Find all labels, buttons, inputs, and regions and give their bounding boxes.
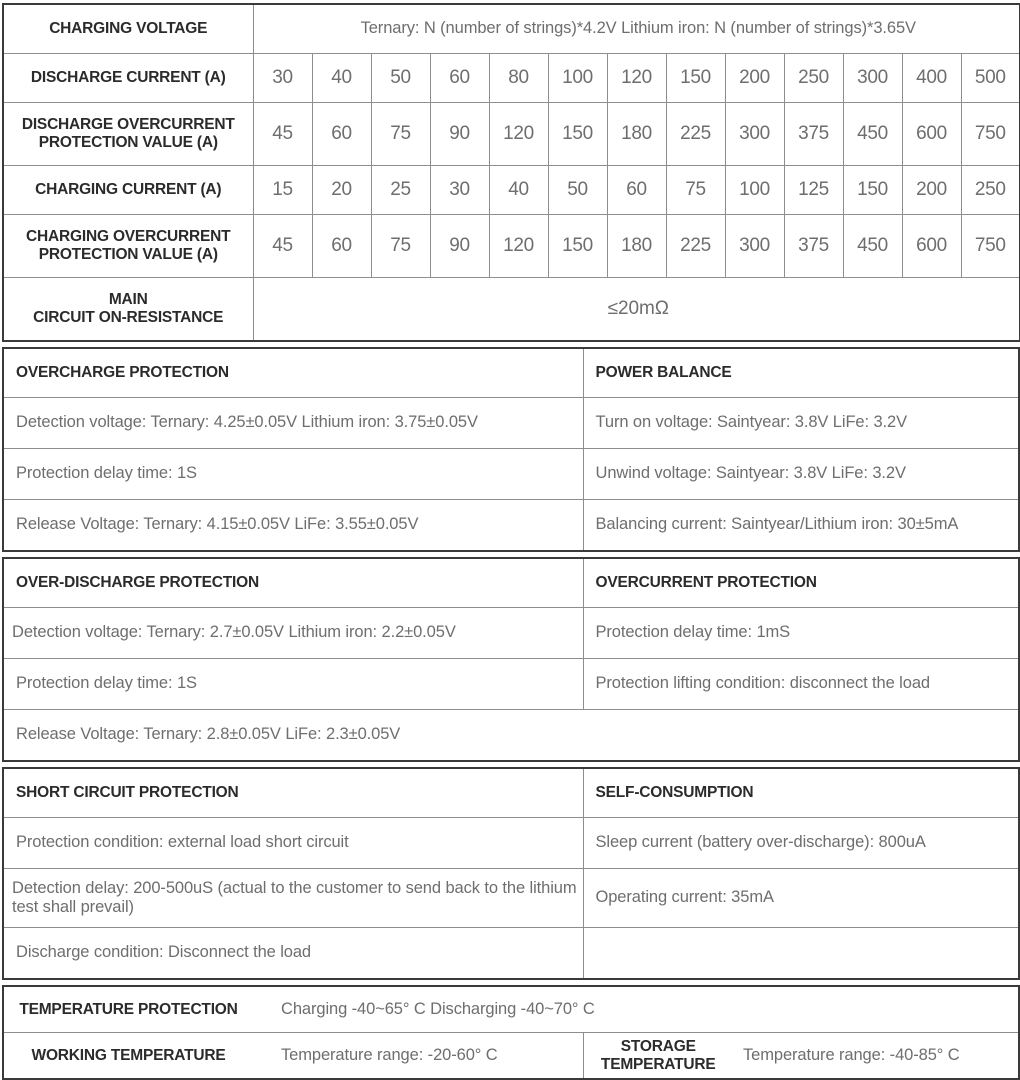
operating-current-cell <box>583 869 1019 928</box>
table-cell <box>784 54 843 103</box>
short-circuit-discharge-condition: Discharge condition: Disconnect the load <box>16 943 312 962</box>
table-cell <box>548 103 607 166</box>
table-cell <box>430 54 489 103</box>
table-cell <box>253 103 312 166</box>
cell-value: 30 <box>272 67 293 88</box>
table-cell <box>961 215 1020 278</box>
cell-value: 60 <box>449 67 470 88</box>
cell-value: 200 <box>739 67 770 88</box>
cell-value: 60 <box>626 179 647 200</box>
cell-value: 100 <box>739 179 770 200</box>
table-cell <box>312 54 371 103</box>
cell-value: 40 <box>331 67 352 88</box>
table-cell <box>902 166 961 215</box>
cell-value: 180 <box>621 235 652 256</box>
charging-overcurrent-label-line2: PROTECTION VALUE (A) <box>38 246 218 263</box>
short-circuit-discharge-condition-cell <box>3 928 583 980</box>
overdischarge-delay-time-cell <box>3 659 583 710</box>
table-cell <box>312 215 371 278</box>
table-cell <box>607 54 666 103</box>
cell-value: 225 <box>680 123 711 144</box>
cell-value: 225 <box>680 235 711 256</box>
table-cell <box>666 215 725 278</box>
cell-value: 375 <box>798 123 829 144</box>
overcharge-detection-voltage: Detection voltage: Ternary: 4.25±0.05V Lithium iron: 3.75±0.05V <box>16 413 478 432</box>
overcurrent-protection-title: OVERCURRENT PROTECTION <box>595 574 817 591</box>
table-cell <box>666 54 725 103</box>
sleep-current-cell <box>583 818 1019 869</box>
table-cell <box>371 103 430 166</box>
cell-value: 90 <box>449 235 470 256</box>
cell-value: 60 <box>331 235 352 256</box>
cell-value: 250 <box>974 179 1006 200</box>
cell-value: 25 <box>390 179 411 200</box>
overdischarge-overcurrent-block <box>2 557 1020 762</box>
cell-value: 90 <box>449 123 470 144</box>
table-cell <box>371 215 430 278</box>
working-temperature-label: WORKING TEMPERATURE <box>31 1046 226 1064</box>
overcharge-release-voltage: Release Voltage: Ternary: 4.15±0.05V LiFe: 3.55±0.05V <box>16 515 419 534</box>
table-row <box>3 928 1019 980</box>
table-cell <box>489 215 548 278</box>
main-resistance-value: ≤20mΩ <box>607 297 669 319</box>
table-cell <box>607 166 666 215</box>
table-cell <box>725 54 784 103</box>
table-cell <box>430 166 489 215</box>
cell-value: 40 <box>508 179 529 200</box>
table-cell <box>843 166 902 215</box>
charging-current-label-cell <box>3 166 253 215</box>
overcurrent-protection-header-cell <box>583 558 1019 608</box>
table-cell <box>666 166 725 215</box>
table-cell <box>961 103 1020 166</box>
cell-value: 600 <box>916 235 947 256</box>
self-consumption-empty-cell <box>583 928 1019 980</box>
cell-value: 600 <box>916 123 947 144</box>
cell-value: 75 <box>685 179 706 200</box>
discharge-overcurrent-label-cell <box>3 103 253 166</box>
table-row <box>3 768 1019 818</box>
overdischarge-release-voltage: Release Voltage: Ternary: 2.8±0.05V LiFe: 2.3±0.05V <box>16 725 401 744</box>
table-cell <box>843 103 902 166</box>
storage-temperature-label-cell <box>583 1033 733 1080</box>
overcharge-delay-time: Protection delay time: 1S <box>16 464 197 483</box>
table-cell <box>253 215 312 278</box>
working-temperature-label-cell <box>3 1033 253 1080</box>
cell-value: 400 <box>916 67 947 88</box>
overcharge-detection-voltage-cell <box>3 398 583 449</box>
specification-table <box>2 3 1020 342</box>
charging-voltage-value-cell <box>253 4 1020 54</box>
cell-value: 300 <box>739 123 770 144</box>
cell-value: 180 <box>621 123 652 144</box>
table-cell <box>489 54 548 103</box>
charging-current-label: CHARGING CURRENT (A) <box>35 181 222 198</box>
cell-value: 150 <box>562 235 593 256</box>
table-cell <box>371 166 430 215</box>
table-row <box>3 449 1019 500</box>
table-cell <box>371 54 430 103</box>
sleep-current: Sleep current (battery over-discharge): 800uA <box>595 833 926 852</box>
cell-value: 120 <box>503 123 534 144</box>
table-cell <box>961 166 1020 215</box>
table-row-temperature-protection <box>3 986 1019 1033</box>
table-cell <box>548 54 607 103</box>
table-cell <box>607 103 666 166</box>
table-row <box>3 869 1019 928</box>
table-cell <box>253 166 312 215</box>
overdischarge-protection-header-cell <box>3 558 583 608</box>
table-row-working-storage-temperature <box>3 1033 1019 1080</box>
power-balance-balancing-current: Balancing current: Saintyear/Lithium iron: 30±5mA <box>595 515 959 534</box>
storage-temperature-label-line1: STORAGE <box>620 1037 696 1055</box>
storage-temperature-label-line2: TEMPERATURE <box>600 1055 716 1073</box>
table-cell <box>548 166 607 215</box>
table-cell <box>489 166 548 215</box>
overcurrent-lifting-condition: Protection lifting condition: disconnect the load <box>595 674 930 693</box>
overdischarge-release-voltage-cell <box>3 710 1019 762</box>
table-row <box>3 818 1019 869</box>
cell-value: 375 <box>798 235 829 256</box>
power-balance-balancing-current-cell <box>583 500 1019 552</box>
cell-value: 120 <box>621 67 652 88</box>
table-cell <box>961 54 1020 103</box>
temperature-block <box>2 985 1020 1080</box>
cell-value: 15 <box>272 179 293 200</box>
charging-overcurrent-label-cell <box>3 215 253 278</box>
storage-temperature-value: Temperature range: -40-85° C <box>743 1045 960 1064</box>
table-row-charging-voltage <box>3 4 1020 54</box>
overdischarge-detection-voltage: Detection voltage: Ternary: 2.7±0.05V Lithium iron: 2.2±0.05V <box>12 623 456 642</box>
table-cell <box>666 103 725 166</box>
cell-value: 50 <box>567 179 588 200</box>
cell-value: 250 <box>798 67 829 88</box>
cell-value: 80 <box>508 67 529 88</box>
cell-value: 300 <box>857 67 888 88</box>
table-cell <box>489 103 548 166</box>
table-cell <box>607 215 666 278</box>
table-cell <box>725 215 784 278</box>
short-circuit-protection-header-cell <box>3 768 583 818</box>
working-temperature-value-cell <box>253 1033 583 1080</box>
self-consumption-title: SELF-CONSUMPTION <box>595 784 754 801</box>
table-cell <box>784 215 843 278</box>
cell-value: 50 <box>390 67 411 88</box>
power-balance-unwind-voltage-cell <box>583 449 1019 500</box>
operating-current: Operating current: 35mA <box>595 888 774 907</box>
table-row <box>3 710 1019 762</box>
discharge-current-label-cell <box>3 54 253 103</box>
cell-value: 45 <box>272 123 293 144</box>
charging-voltage-label: CHARGING VOLTAGE <box>49 20 208 37</box>
table-cell <box>902 215 961 278</box>
shortcircuit-selfconsumption-block <box>2 767 1020 980</box>
table-cell <box>430 215 489 278</box>
overdischarge-detection-voltage-cell <box>3 608 583 659</box>
overcharge-power-balance-block <box>2 347 1020 552</box>
power-balance-title: POWER BALANCE <box>595 364 732 381</box>
short-circuit-condition: Protection condition: external load short circuit <box>16 833 349 852</box>
cell-value: 100 <box>562 67 593 88</box>
overcharge-protection-header-cell <box>3 348 583 398</box>
cell-value: 300 <box>739 235 770 256</box>
main-resistance-label-cell <box>3 278 253 342</box>
cell-value: 150 <box>562 123 593 144</box>
storage-temperature-value-cell <box>733 1033 1019 1080</box>
charging-voltage-value: Ternary: N (number of strings)*4.2V Lithium iron: N (number of strings)*3.65V <box>360 19 916 38</box>
table-row <box>3 500 1019 552</box>
overcurrent-lifting-condition-cell <box>583 659 1019 710</box>
temperature-protection-label-cell <box>3 986 253 1033</box>
table-cell <box>843 54 902 103</box>
table-row-discharge-current <box>3 54 1020 103</box>
table-row <box>3 398 1019 449</box>
table-row-main-resistance <box>3 278 1020 342</box>
main-resistance-label-line1: MAIN <box>108 291 148 308</box>
overcharge-protection-title: OVERCHARGE PROTECTION <box>16 364 229 381</box>
cell-value: 750 <box>974 235 1006 256</box>
short-circuit-protection-title: SHORT CIRCUIT PROTECTION <box>16 784 239 801</box>
table-cell <box>312 103 371 166</box>
cell-value: 20 <box>331 179 352 200</box>
charging-overcurrent-label-line1: CHARGING OVERCURRENT <box>26 228 231 245</box>
table-cell <box>725 166 784 215</box>
table-row <box>3 608 1019 659</box>
cell-value: 150 <box>680 67 711 88</box>
cell-value: 450 <box>857 235 888 256</box>
cell-value: 75 <box>390 123 411 144</box>
main-resistance-label-line2: CIRCUIT ON-RESISTANCE <box>33 309 224 326</box>
table-cell <box>843 215 902 278</box>
power-balance-turn-on-voltage: Turn on voltage: Saintyear: 3.8V LiFe: 3.2V <box>595 413 908 432</box>
table-cell <box>902 54 961 103</box>
power-balance-turn-on-voltage-cell <box>583 398 1019 449</box>
table-cell <box>312 166 371 215</box>
cell-value: 30 <box>449 179 470 200</box>
overcurrent-delay-time: Protection delay time: 1mS <box>595 623 791 642</box>
self-consumption-header-cell <box>583 768 1019 818</box>
charging-voltage-label-cell <box>3 4 253 54</box>
temperature-protection-value: Charging -40~65° C Discharging -40~70° C <box>281 999 595 1018</box>
overdischarge-delay-time: Protection delay time: 1S <box>16 674 197 693</box>
table-cell <box>725 103 784 166</box>
cell-value: 60 <box>331 123 352 144</box>
main-resistance-value-cell <box>253 278 1020 342</box>
short-circuit-detection-delay-cell <box>3 869 583 928</box>
short-circuit-condition-cell <box>3 818 583 869</box>
power-balance-header-cell <box>583 348 1019 398</box>
table-cell <box>430 103 489 166</box>
discharge-overcurrent-label-line2: PROTECTION VALUE (A) <box>38 134 218 151</box>
discharge-overcurrent-label-line1: DISCHARGE OVERCURRENT <box>21 116 235 133</box>
short-circuit-detection-delay: Detection delay: 200-500uS (actual to the customer to send back to the lithium test shall prevail) <box>12 879 577 916</box>
table-cell <box>253 54 312 103</box>
table-row <box>3 659 1019 710</box>
overcharge-delay-time-cell <box>3 449 583 500</box>
table-cell <box>902 103 961 166</box>
table-row-charging-overcurrent <box>3 215 1020 278</box>
cell-value: 150 <box>857 179 888 200</box>
table-cell <box>784 166 843 215</box>
table-cell <box>548 215 607 278</box>
table-row-charging-current <box>3 166 1020 215</box>
cell-value: 75 <box>390 235 411 256</box>
overcurrent-delay-time-cell <box>583 608 1019 659</box>
table-row <box>3 348 1019 398</box>
table-cell <box>784 103 843 166</box>
overcharge-release-voltage-cell <box>3 500 583 552</box>
cell-value: 120 <box>503 235 534 256</box>
cell-value: 750 <box>974 123 1006 144</box>
overdischarge-protection-title: OVER-DISCHARGE PROTECTION <box>16 574 260 591</box>
cell-value: 500 <box>974 67 1006 88</box>
table-row <box>3 558 1019 608</box>
cell-value: 45 <box>272 235 293 256</box>
table-row-discharge-overcurrent <box>3 103 1020 166</box>
temperature-protection-value-cell <box>253 986 1019 1033</box>
cell-value: 450 <box>857 123 888 144</box>
power-balance-unwind-voltage: Unwind voltage: Saintyear: 3.8V LiFe: 3.2V <box>595 464 906 483</box>
working-temperature-value: Temperature range: -20-60° C <box>281 1045 498 1064</box>
cell-value: 125 <box>798 179 829 200</box>
cell-value: 200 <box>916 179 947 200</box>
temperature-protection-label: TEMPERATURE PROTECTION <box>19 1000 238 1018</box>
discharge-current-label: DISCHARGE CURRENT (A) <box>30 69 226 86</box>
